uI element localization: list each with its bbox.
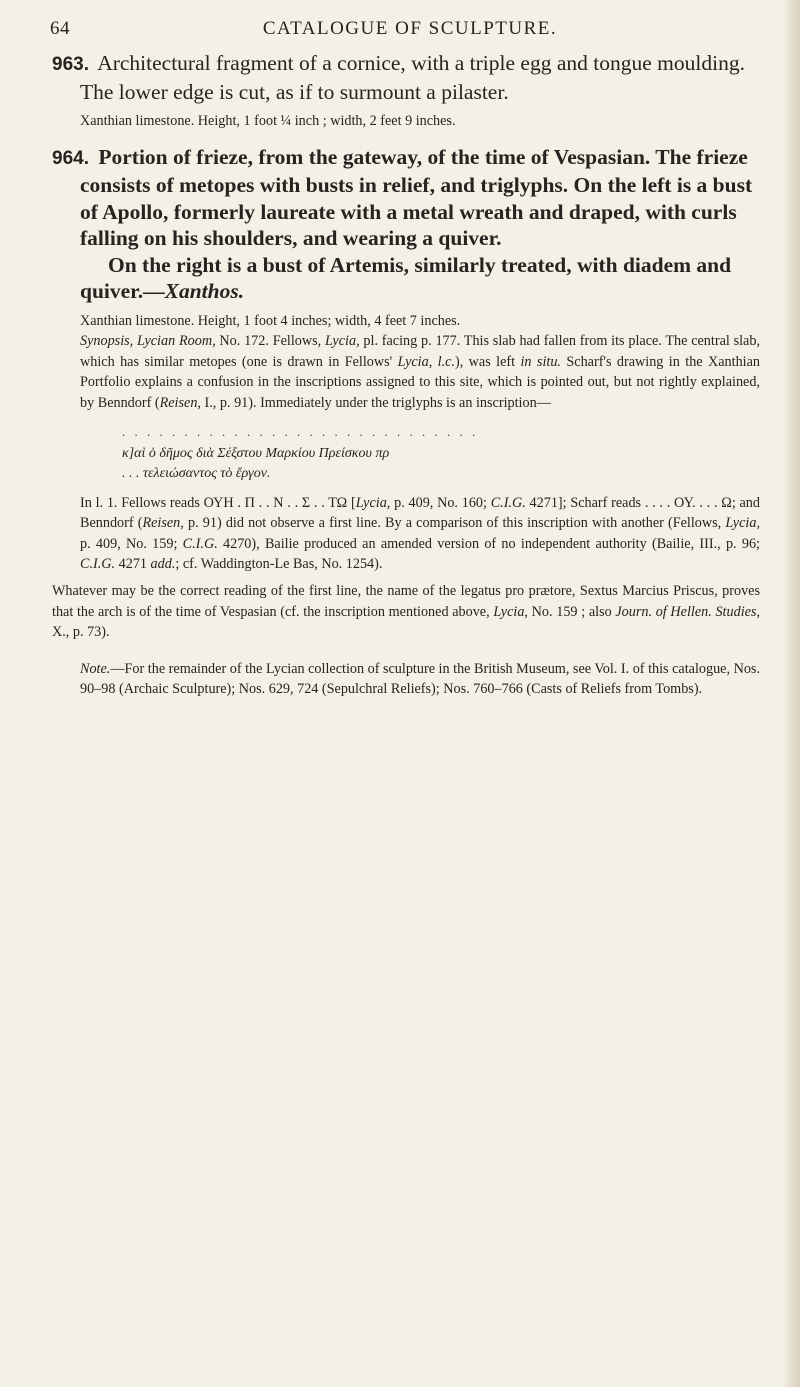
ref-text-2: pl. facing p. 177. This slab had fallen from its place. The central slab, which has similar metopes (one is drawn in Fellows': [80, 333, 760, 370]
running-title: CATALOGUE OF SCULPTURE.: [262, 18, 558, 39]
note-label: Note.: [80, 660, 111, 677]
entry-964-commentary: [52, 493, 761, 643]
ref-text-5: I., p. 91). Immediately under the triglyphs is an inscription—: [200, 394, 551, 411]
commentary-d4: Journ. of Hellen. Studies,: [615, 603, 760, 620]
commentary-c9: p. 409, No. 159;: [80, 535, 183, 552]
commentary-c10: C.I.G.: [182, 535, 218, 552]
commentary-c6: Reisen,: [142, 515, 184, 532]
commentary-d5: X., p. 73).: [52, 624, 110, 641]
commentary-d3: No. 159 ; also: [527, 603, 616, 620]
commentary-c5: 4271]; Scharf reads . . . . ΟΥ. . . . Ω; and Benndorf (: [80, 494, 760, 532]
inscription: [122, 444, 760, 485]
entry-964-details: [80, 311, 760, 414]
commentary-c15: ; cf. Waddington-Le Bas, No. 1254).: [175, 556, 383, 573]
entry-964-source: Xanthos.: [164, 279, 245, 304]
entry-964-text-1: Portion of frieze, from the gateway, of the time of Vespasian. The frieze consists of metopes with busts in relief, and triglyphs. On the left is a bust of Apollo, formerly laureate with a metal wreath and draped, with curls falling on his shoulders, and wearing a quiver.: [80, 144, 753, 251]
commentary-d1: Whatever may be the correct reading of the first line, the name of the legatus pro prætore, Sextus Marcius Priscus, proves that the arch is of the time of Vespasian (cf. the inscription mentioned above,: [52, 582, 760, 620]
page-gutter-shadow: [782, 0, 800, 1387]
entry-964-material: Xanthian limestone. Height, 1 foot 4 inches; width, 4 feet 7 inches.: [80, 312, 461, 329]
inscription-line-1: κ]αὶ ὁ δῆμος διὰ Σέξστου Μαρκίου Πρείσκου πρ: [122, 445, 390, 461]
entry-964-text-2: On the right is a bust of Artemis, similarly treated, with diadem and quiver.—: [80, 252, 732, 304]
entry-964-description-2: [52, 252, 760, 305]
commentary-c12: C.I.G.: [80, 556, 116, 573]
entry-963-text: Architectural fragment of a cornice, with a triple egg and tongue moulding. The lower edge is cut, as if to surmount a pilaster.: [80, 51, 745, 104]
commentary-c11: 4270), Bailie produced an amended version of no independent authority (Bailie, III., p. 96;: [217, 535, 761, 552]
inscription-dots: . . . . . . . . . . . . . . . . . . . . . . . . . . . . .: [122, 423, 479, 439]
entry-963: [52, 50, 760, 132]
entry-963-material: [80, 111, 760, 132]
note-text: —For the remainder of the Lycian collection of sculpture in the British Museum, see Vol. I. of this catalogue, Nos. 90–98 (Archaic Sculpture); Nos. 629, 724 (Sepulchral Reliefs); Nos. 760–766 (Casts of Reliefs from Tombs).: [80, 660, 760, 698]
ref-text-1: No. 172. Fellows,: [215, 333, 325, 350]
ref-lycia-lc: Lycia, l.c.: [397, 353, 455, 370]
commentary-c7: p. 91) did not observe a first line. By a comparison of this inscription with another (Fellows,: [183, 515, 726, 532]
entry-963-description: [52, 50, 760, 105]
commentary-c14: add.: [150, 556, 176, 573]
entry-964-references: [80, 331, 760, 413]
running-head: [50, 10, 770, 44]
commentary-c8: Lycia,: [725, 515, 760, 532]
entry-963-number: 963.: [52, 54, 89, 75]
commentary-d2: Lycia,: [493, 603, 528, 620]
inscription-line-2: . . . τελειώσαντος τὸ ἔργον.: [122, 466, 271, 482]
entry-964: [52, 144, 760, 643]
commentary-c1: In l. 1. Fellows reads ΟΥΗ . Π . . Ν . . Σ . . ΤΩ [: [80, 494, 356, 511]
commentary-c13: 4271: [115, 556, 151, 573]
commentary-paragraph-1: [80, 493, 760, 575]
ref-text-3: ), was left: [455, 353, 521, 370]
ref-synopsis: Synopsis, Lycian Room,: [80, 333, 216, 350]
page-number: 64: [50, 18, 70, 39]
ref-in-situ: in situ.: [520, 353, 561, 370]
entry-964-number: 964.: [52, 147, 89, 169]
commentary-c4: C.I.G.: [490, 494, 526, 511]
ref-text-4: Scharf's drawing in the Xanthian Portfolio explains a confusion in the inscriptions assigned to this site, which is pointed out, but not rightly explained, by Benndorf (: [80, 353, 761, 411]
commentary-paragraph-2: [52, 581, 760, 643]
commentary-c2: Lycia,: [355, 494, 391, 511]
page-content: [52, 50, 760, 700]
closing-note: [80, 659, 760, 700]
ref-lycia: Lycia,: [324, 333, 360, 350]
entry-963-material-text: Xanthian limestone. Height, 1 foot ¼ inch ; width, 2 feet 9 inches.: [80, 113, 456, 129]
entry-964-description: [52, 144, 760, 252]
commentary-c3: p. 409, No. 160;: [390, 494, 491, 511]
ref-reisen: Reisen,: [159, 394, 201, 411]
